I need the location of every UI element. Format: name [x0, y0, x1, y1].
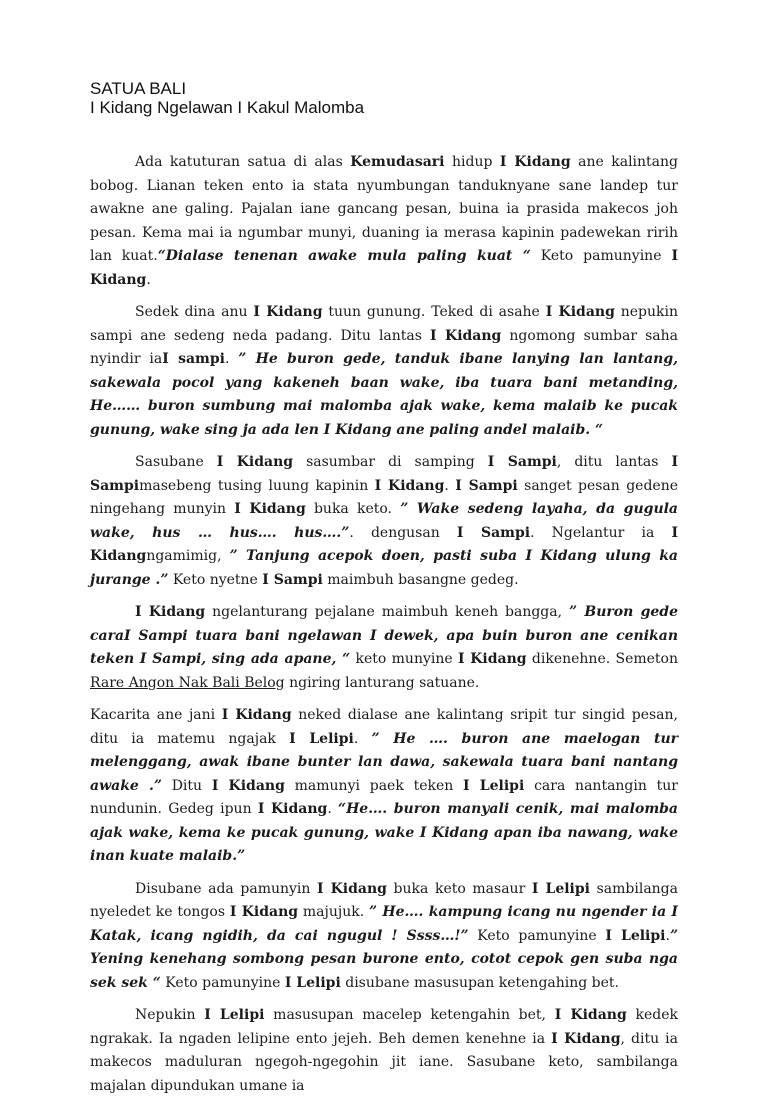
- narration-text: .: [665, 927, 670, 944]
- character-name: I Lelipi: [531, 880, 590, 897]
- character-name: I Sampi: [455, 477, 518, 494]
- narration-text: masebeng tusing luung kapinin: [139, 477, 375, 494]
- narration-text: majujuk.: [298, 904, 370, 920]
- narration-text: Ditu: [161, 777, 212, 794]
- narration-text: . dengusan: [349, 524, 457, 541]
- narration-text: keto munyine: [350, 651, 458, 667]
- narration-text: sambilanga nyeledet ke tongos: [90, 880, 678, 920]
- story-paragraph: [90, 1004, 678, 1098]
- character-name: I Kidang: [499, 154, 571, 170]
- character-name: I Kidang: [90, 524, 679, 564]
- narration-text: buka keto masaur: [386, 880, 532, 897]
- narration-text: masusupan macelep ketengahin bet,: [264, 1007, 555, 1023]
- character-name: I Kidang: [234, 501, 306, 517]
- narration-text: mamunyi paek teken: [284, 777, 464, 794]
- narration-text: hidup: [444, 154, 500, 170]
- document-title: SATUA BALI: [90, 79, 187, 98]
- character-name: I Kidang: [253, 304, 323, 320]
- story-paragraph: [90, 704, 678, 869]
- narration-text: . Ngelantur ia: [530, 524, 672, 541]
- narration-text: Sedek dina anu: [135, 304, 254, 320]
- narration-text: Disubane ada pamunyin: [135, 880, 318, 897]
- narration-text: buka keto.: [305, 501, 401, 517]
- character-name: I Kidang: [135, 604, 206, 620]
- character-name: I Kidang: [90, 248, 679, 288]
- character-name: I Kidang: [317, 880, 387, 897]
- character-name: I Kidang: [221, 707, 292, 723]
- narration-text: .: [444, 477, 456, 494]
- dialogue-quote: ” He …. buron ane maelogan tur melenggang, awak ibane bunter lan dawa, sakewala tuara bani nantang awake .”: [90, 730, 679, 794]
- dialogue-quote: ” Wake sedeng layaha, da gugula wake, hus … hus…. hus….”: [90, 501, 679, 541]
- narration-text: .: [327, 801, 339, 817]
- narration-text: Ada katuturan satua di alas: [135, 154, 351, 170]
- character-name: I Kidang: [211, 777, 285, 794]
- narration-text: .: [146, 271, 151, 288]
- character-name: I Sampi: [90, 454, 678, 494]
- narration-text: Keto pamunyine: [160, 974, 285, 991]
- narration-text: Keto pamunyine: [468, 927, 606, 944]
- narration-text: , ditu lantas: [556, 454, 672, 470]
- character-name: I Lelipi: [605, 927, 666, 944]
- narration-text: ngelanturang pejalane maimbuh keneh bangga,: [205, 604, 569, 620]
- narration-text: ngamimig,: [146, 548, 230, 564]
- narration-text: maimbuh basangne gedeg.: [322, 571, 519, 588]
- story-paragraph: [90, 878, 678, 996]
- dialogue-quote: “Dialase tenenan awake mula paling kuat “: [157, 248, 531, 264]
- narration-text: ngiring lanturang satuane.: [284, 674, 480, 691]
- underlined-text: Rare Angon Nak Bali Belog: [90, 674, 285, 691]
- story-paragraph: [90, 451, 678, 592]
- character-name: I Kidang: [554, 1007, 627, 1023]
- document-subtitle: I Kidang Ngelawan I Kakul Malomba: [90, 98, 365, 117]
- dialogue-quote: ” He…. kampung icang nu ngender ia I Katak, icang ngidih, da cai ngugul ! Ssss…!”: [90, 904, 678, 944]
- document-header: [90, 79, 364, 117]
- character-name: I Kidang: [229, 904, 299, 920]
- narration-text: neked dialase ane kalintang sripit tur singid pesan, ditu ia matemu ngajak: [90, 707, 678, 747]
- narration-text: .: [353, 730, 372, 747]
- character-name: I Kidang: [216, 454, 294, 470]
- character-name: I Sampi: [487, 454, 557, 470]
- narration-text: nepukin sampi ane sedeng neda padang. Ditu lantas: [90, 304, 678, 344]
- character-name: I Kidang: [545, 304, 615, 320]
- dialogue-quote: ” Yening kenehang sombong pesan burone ento, cotot cepok gen suba nga sek sek “: [90, 927, 678, 991]
- story-body: [90, 151, 678, 1107]
- character-name: I Lelipi: [284, 974, 341, 991]
- narration-text: dikenehne. Semeton: [526, 651, 678, 667]
- dialogue-quote: “He…. buron manyali cenik, mai malomba ajak wake, kema ke pucak gunung, wake I Kidang apan iba nawang, wake inan kuate malaib.”: [90, 801, 678, 864]
- character-name: I sampi: [162, 351, 225, 367]
- narration-text: sasumbar di samping: [293, 454, 488, 470]
- character-name: I Kidang: [551, 1030, 621, 1047]
- character-name: I Sampi: [456, 524, 531, 541]
- narration-text: disubane masusupan ketengahing bet.: [340, 974, 619, 991]
- character-name: I Sampi: [262, 571, 323, 588]
- story-paragraph: [90, 601, 678, 695]
- dialogue-quote: ” He buron gede, tanduk ibane lanying lan lantang, sakewala pocol yang kakeneh baan wake, iba tuara bani metanding, He…… buron sumbung mai malomba ajak wake, kema malaib ke pucak gunung, wake sing ja ada len I Kidang ane paling andel malaib. “: [90, 351, 679, 438]
- narration-text: .: [224, 351, 239, 367]
- character-name: I Kidang: [257, 801, 328, 817]
- narration-text: ngomong sumbar saha nyindir ia: [90, 327, 678, 367]
- narration-text: sanget pesan gedene ningehang munyin: [90, 477, 678, 517]
- narration-text: Keto pamunyine: [530, 248, 672, 264]
- story-paragraph: [90, 151, 678, 292]
- narration-text: ane kalintang bobog. Lianan teken ento ia stata nyumbungan tanduknyane sane landep tur awakne ane galing. Pajalan iane gancang pesan, buina ia prasida makecos joh pesan. Kema mai ia ngumbar munyi, duaning ia merasa kapinin padewekan ririh lan kuat.: [90, 154, 678, 264]
- narration-text: Nepukin: [135, 1007, 205, 1023]
- character-name: Kemudasari: [350, 154, 445, 170]
- narration-text: tuun gunung. Teked di asahe: [322, 304, 546, 320]
- narration-text: Keto nyetne: [168, 571, 263, 588]
- narration-text: , ditu ia makecos maduluran ngegoh-ngegohin jit iane. Sasubane keto, sambilanga majalan dipundukan umane ia: [90, 1030, 678, 1094]
- character-name: I Kidang: [457, 651, 527, 667]
- character-name: I Kidang: [374, 477, 445, 494]
- narration-text: kedek ngrakak. Ia ngaden lelipine ento jejeh. Beh demen kenehne ia: [90, 1007, 678, 1047]
- dialogue-quote: ” Buron gede caraI Sampi tuara bani ngelawan I dewek, apa buin buron ane cenikan teken I Sampi, sing ada apane, “: [90, 604, 678, 667]
- character-name: I Kidang: [430, 327, 502, 344]
- narration-text: cara nantangin tur nundunin. Gedeg ipun: [90, 777, 678, 817]
- dialogue-quote: ” Tanjung acepok doen, pasti suba I Kidang ulung ka jurange .”: [90, 548, 678, 588]
- story-paragraph: [90, 301, 678, 442]
- character-name: I Lelipi: [204, 1007, 265, 1023]
- character-name: I Lelipi: [463, 777, 525, 794]
- narration-text: Sasubane: [135, 454, 217, 470]
- character-name: I Lelipi: [289, 730, 354, 747]
- narration-text: Kacarita ane jani: [90, 707, 222, 723]
